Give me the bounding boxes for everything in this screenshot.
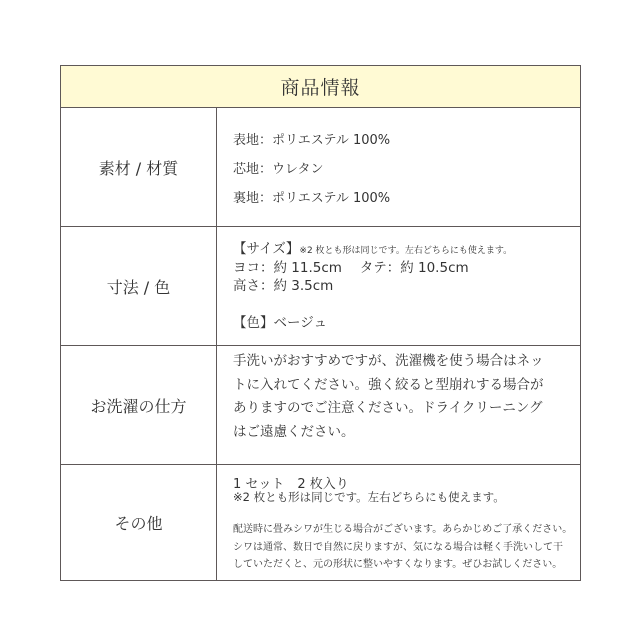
wrinkle-note-line: シワは通常、数日で自然に戻りますが、気になる場合は軽く手洗いして干: [233, 541, 563, 553]
size-height: 高さ：約 3.5cm: [233, 278, 334, 294]
washing-instructions: [233, 350, 572, 444]
size-heading: 【サイズ】: [233, 241, 300, 257]
washing-line: ありますのでご注意ください。ドライクリーニング: [233, 400, 543, 416]
row-content-other: [217, 465, 580, 580]
material-outer: 表地：ポリエステル 100%: [233, 133, 391, 148]
wrinkle-note-line: していただくと、元の形状に整いやすくなります。ぜひお試しください。: [233, 559, 563, 570]
table-row-size-color: [61, 227, 580, 346]
row-content-material: [217, 108, 580, 226]
set-contents: 1 セット 2 枚入り: [233, 477, 349, 492]
row-label-washing: お洗濯の仕方: [61, 346, 217, 464]
table-row-washing: [61, 346, 580, 465]
row-label-other: その他: [61, 465, 217, 580]
product-info-table: [60, 65, 581, 581]
row-content-washing: [217, 346, 580, 464]
washing-line: トに入れてください。強く絞ると型崩れする場合が: [233, 376, 544, 393]
material-lining: 裏地：ポリエステル 100%: [233, 191, 391, 206]
row-label-material: 素材 / 材質: [61, 108, 217, 226]
washing-line: はご遠慮ください。: [233, 423, 355, 440]
wrinkle-note-line: 配送時に畳みシワが生じる場合がございます。あらかじめご了承ください。: [233, 524, 573, 535]
size-heading-line: [233, 237, 512, 257]
row-content-size-color: [217, 227, 580, 345]
set-note: ※2 枚とも形は同じです。左右どちらにも使えます。: [233, 490, 505, 504]
color-value: 【色】ベージュ: [233, 315, 327, 331]
table-row-material: [61, 108, 580, 227]
washing-line: 手洗いがおすすめですが、洗濯機を使う場合はネッ: [233, 353, 544, 369]
table-title: 商品情報: [61, 66, 580, 108]
table-row-other: [61, 465, 580, 580]
material-core: 芯地：ウレタン: [233, 162, 324, 177]
size-dimensions: ヨコ：約 11.5cm タテ：約 10.5cm: [233, 260, 469, 276]
row-label-size-color: 寸法 / 色: [61, 227, 217, 345]
wrinkle-notes: [233, 521, 572, 574]
size-note: ※2 枚とも形は同じです。左右どちらにも使えます。: [299, 246, 513, 256]
